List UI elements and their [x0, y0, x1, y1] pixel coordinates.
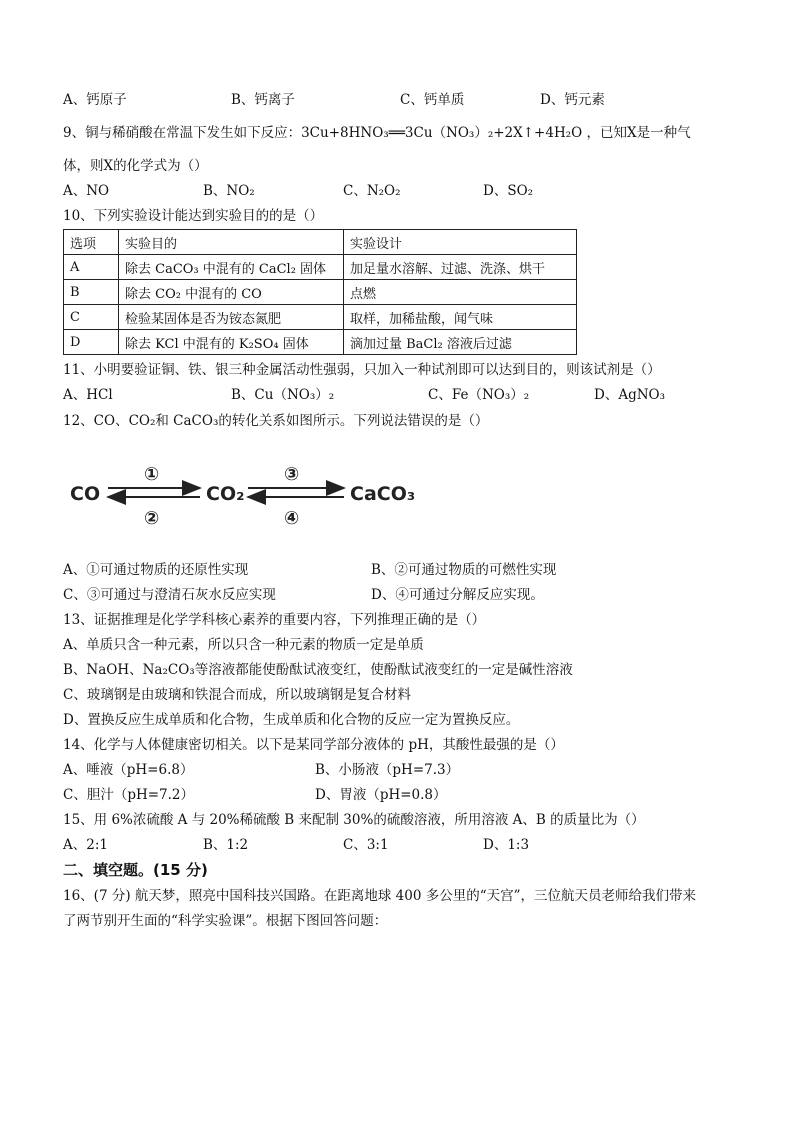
q15-option-a: A、2:1	[63, 837, 108, 853]
row-d-design: 滴加过量 BaCl₂ 溶液后过滤	[344, 330, 577, 355]
q13-option-a: A、单质只含一种元素，所以只含一种元素的物质一定是单质	[63, 637, 424, 653]
table-header-row	[64, 230, 577, 255]
q15-option-b: B、1:2	[203, 837, 249, 853]
q13-option-b: B、NaOH、Na₂CO₃等溶液都能使酚酞试液变红，使酚酞试液变红的一定是碱性溶液	[63, 662, 573, 678]
section-2-title: 二、填空题。(15 分)	[63, 861, 208, 879]
q9-option-c: C、N₂O₂	[343, 183, 401, 199]
row-a-design: 加足量水溶解、过滤、洗涤、烘干	[344, 255, 577, 280]
q9-option-b: B、NO₂	[203, 183, 255, 199]
step-1-label: ①	[144, 464, 160, 485]
q13-option-c: C、玻璃钢是由玻璃和铁混合而成，所以玻璃钢是复合材料	[63, 687, 411, 703]
q10-stem: 10、下列实验设计能达到实验目的的是（）	[63, 208, 324, 224]
q16-stem-line2: 了两节别开生面的“科学实验课”。根据下图回答问题：	[63, 913, 388, 929]
header-design: 实验设计	[344, 230, 577, 255]
q11-option-a: A、HCl	[63, 387, 113, 403]
q12-option-d: D、④可通过分解反应实现。	[371, 587, 544, 603]
co-co2-caco3-conversion-diagram	[66, 458, 416, 536]
step-4-label: ④	[284, 508, 300, 529]
q13-stem: 13、证据推理是化学学科核心素养的重要内容，下列推理正确的是（）	[63, 612, 486, 628]
q12-option-a: A、①可通过物质的还原性实现	[63, 562, 249, 578]
q11-option-b: B、Cu（NO₃）₂	[231, 387, 335, 403]
q14-option-c: C、胆汁（pH=7.2）	[63, 787, 195, 803]
q8-option-b: B、钙离子	[231, 92, 295, 108]
q10-experiment-table	[63, 229, 577, 355]
q14-stem: 14、化学与人体健康密切相关。以下是某同学部分液体的 pH，其酸性最强的是（）	[63, 737, 564, 753]
row-a-purpose: 除去 CaCO₃ 中混有的 CaCl₂ 固体	[119, 255, 344, 280]
row-c-option: C	[64, 305, 119, 330]
row-d-purpose: 除去 KCl 中混有的 K₂SO₄ 固体	[119, 330, 344, 355]
q9-option-a: A、NO	[63, 183, 110, 199]
row-b-design: 点燃	[344, 280, 577, 305]
table-row	[64, 280, 577, 305]
diagram-caco3-label: CaCO₃	[350, 483, 416, 505]
table-row	[64, 305, 577, 330]
q14-option-b: B、小肠液（pH=7.3）	[315, 762, 460, 778]
diagram-co-label: CO	[70, 483, 101, 505]
q15-option-c: C、3:1	[343, 837, 389, 853]
row-a-option: A	[64, 255, 119, 280]
q12-stem: 12、CO、CO₂和 CaCO₃的转化关系如图所示。下列说法错误的是（）	[63, 413, 489, 429]
q11-stem: 11、小明要验证铜、铁、银三种金属活动性强弱，只加入一种试剂即可以达到目的，则该试剂是（）	[63, 362, 661, 378]
diagram-co2-label: CO₂	[206, 483, 245, 505]
q8-option-a: A、钙原子	[63, 92, 127, 108]
q9-stem-line1: 9、铜与稀硝酸在常温下发生如下反应：3Cu+8HNO₃══3Cu（NO₃）₂+2X↑+4H₂O ，已知X是一种气	[63, 125, 691, 141]
q16-stem-line1: 16、(7 分) 航天梦，照亮中国科技兴国路。在距离地球 400 多公里的“天宫”，三位航天员老师给我们带来	[63, 888, 697, 904]
header-purpose: 实验目的	[119, 230, 344, 255]
q14-option-d: D、胃液（pH=0.8）	[315, 787, 447, 803]
q15-stem: 15、用 6%浓硫酸 A 与 20%稀硫酸 B 来配制 30%的硫酸溶液，所用溶液 A、B 的质量比为（）	[63, 812, 645, 828]
q14-option-a: A、唾液（pH=6.8）	[63, 762, 194, 778]
q12-option-b: B、②可通过物质的可燃性实现	[371, 562, 557, 578]
step-2-label: ②	[144, 508, 160, 529]
q12-option-c: C、③可通过与澄清石灰水反应实现	[63, 587, 276, 603]
q8-option-d: D、钙元素	[540, 92, 605, 108]
table-row	[64, 255, 577, 280]
q15-option-d: D、1:3	[483, 837, 530, 853]
q11-option-d: D、AgNO₃	[594, 387, 666, 403]
row-d-option: D	[64, 330, 119, 355]
q9-option-d: D、SO₂	[483, 183, 534, 199]
row-c-design: 取样，加稀盐酸，闻气味	[344, 305, 577, 330]
q8-option-c: C、钙单质	[400, 92, 465, 108]
q9-stem-line2: 体，则X的化学式为（）	[63, 158, 208, 174]
step-3-label: ③	[284, 464, 300, 485]
row-c-purpose: 检验某固体是否为铵态氮肥	[119, 305, 344, 330]
q13-option-d: D、置换反应生成单质和化合物，生成单质和化合物的反应一定为置换反应。	[63, 712, 520, 728]
table-row	[64, 330, 577, 355]
row-b-purpose: 除去 CO₂ 中混有的 CO	[119, 280, 344, 305]
q11-option-c: C、Fe（NO₃）₂	[428, 387, 530, 403]
header-option: 选项	[64, 230, 119, 255]
row-b-option: B	[64, 280, 119, 305]
